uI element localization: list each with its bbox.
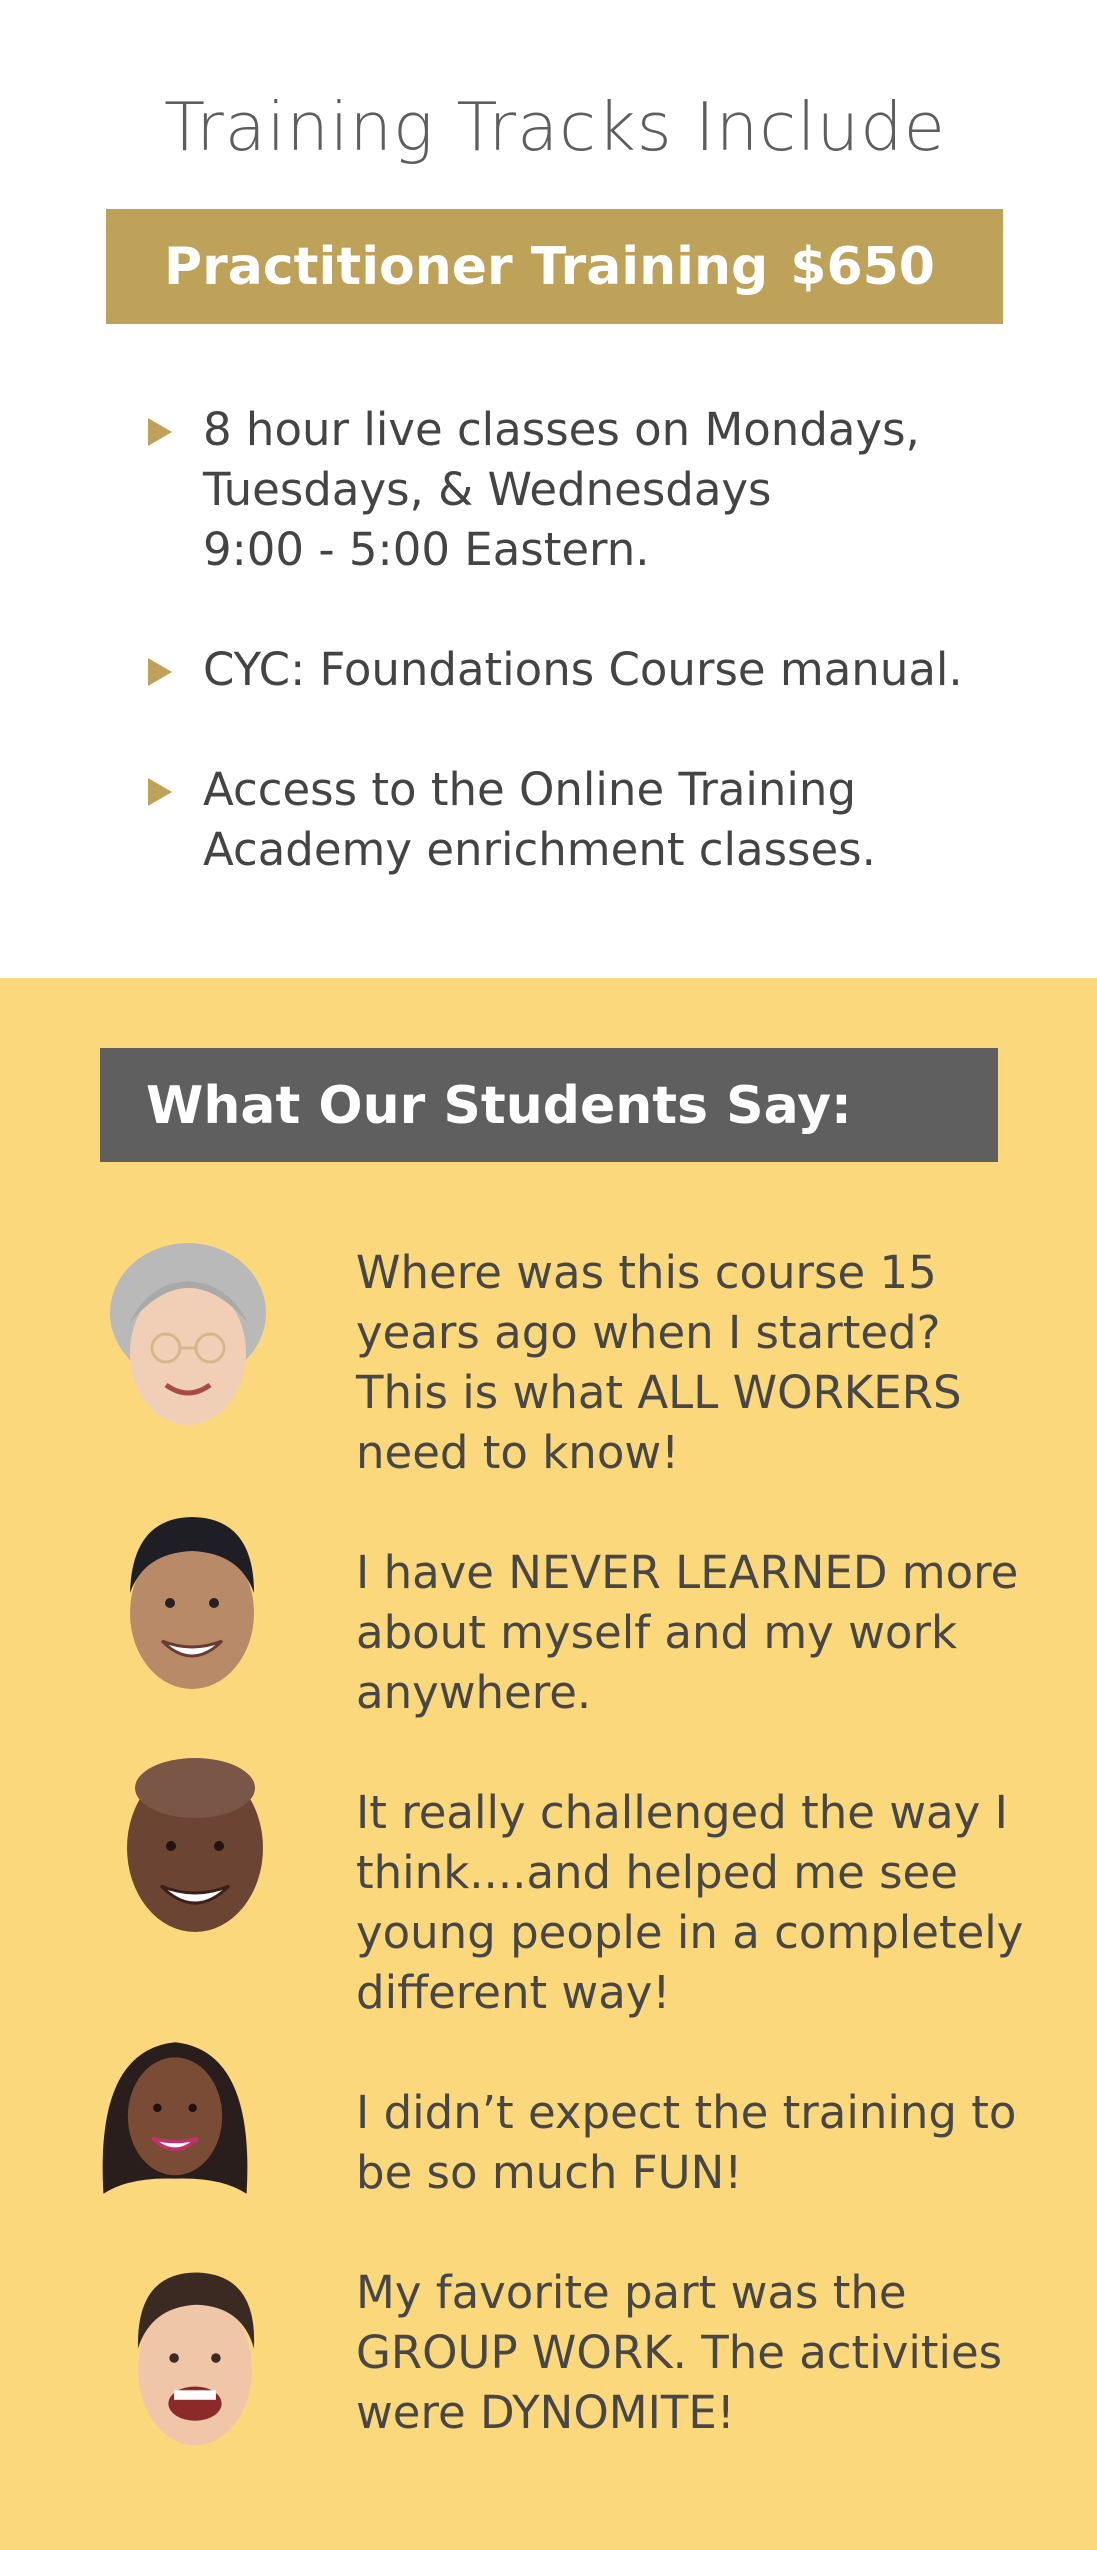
feature-line: 9:00 - 5:00 Eastern. — [203, 523, 650, 576]
quote-line: anywhere. — [356, 1666, 592, 1719]
price-banner — [106, 209, 1003, 324]
quote-line: young people in a completely — [356, 1906, 1024, 1959]
track-price: $650 — [790, 237, 935, 297]
quote-line: need to know! — [356, 1426, 680, 1479]
quote-line: It really challenged the way I — [356, 1786, 1008, 1839]
feature-line: Access to the Online Training — [203, 763, 857, 816]
quote-line: I didn’t expect the training to — [356, 2086, 1017, 2139]
quote-line: My favorite part was the — [356, 2266, 907, 2319]
quote-line: years ago when I started? — [356, 1306, 941, 1359]
bald-man-avatar — [115, 1748, 275, 1938]
young-man-avatar — [112, 1503, 272, 1693]
feature-line: Tuesdays, & Wednesdays — [203, 463, 772, 516]
feature-line: Academy enrichment classes. — [203, 823, 876, 876]
quote-line: different way! — [356, 1966, 671, 2019]
laughing-man-avatar — [115, 2263, 275, 2453]
testimonials-header — [100, 1048, 998, 1162]
feature-line: 8 hour live classes on Mondays, — [203, 403, 920, 456]
bullet-triangle-icon — [148, 418, 172, 446]
track-name: Practitioner Training — [164, 237, 769, 297]
testimonials-heading: What Our Students Say: — [146, 1076, 852, 1136]
quote-line: think....and helped me see — [356, 1846, 958, 1899]
quote-line: were DYNOMITE! — [356, 2386, 735, 2439]
training-tracks-section — [0, 0, 1097, 978]
quote-line: I have NEVER LEARNED more — [356, 1546, 1019, 1599]
woman-avatar — [95, 2023, 255, 2213]
bullet-triangle-icon — [148, 778, 172, 806]
feature-line: CYC: Foundations Course manual. — [203, 643, 963, 696]
bullet-triangle-icon — [148, 658, 172, 686]
elderly-woman-avatar — [108, 1243, 268, 1433]
testimonial-quote — [356, 1243, 1096, 1483]
testimonial-quote — [356, 1543, 1096, 1723]
testimonial-quote — [356, 2083, 1096, 2203]
testimonial-quote — [356, 1783, 1096, 2023]
feature-list — [148, 400, 1008, 940]
feature-item — [148, 640, 1008, 700]
quote-line: be so much FUN! — [356, 2146, 743, 2199]
quote-line: This is what ALL WORKERS — [356, 1366, 962, 1419]
quote-line: Where was this course 15 — [356, 1246, 937, 1299]
testimonials-section — [0, 978, 1097, 2550]
quote-line: about myself and my work — [356, 1606, 958, 1659]
quote-line: GROUP WORK. The activities — [356, 2326, 1003, 2379]
page-title: Training Tracks Include — [164, 88, 946, 166]
feature-item — [148, 760, 1008, 880]
feature-item — [148, 400, 1008, 580]
testimonial-quote — [356, 2263, 1096, 2443]
